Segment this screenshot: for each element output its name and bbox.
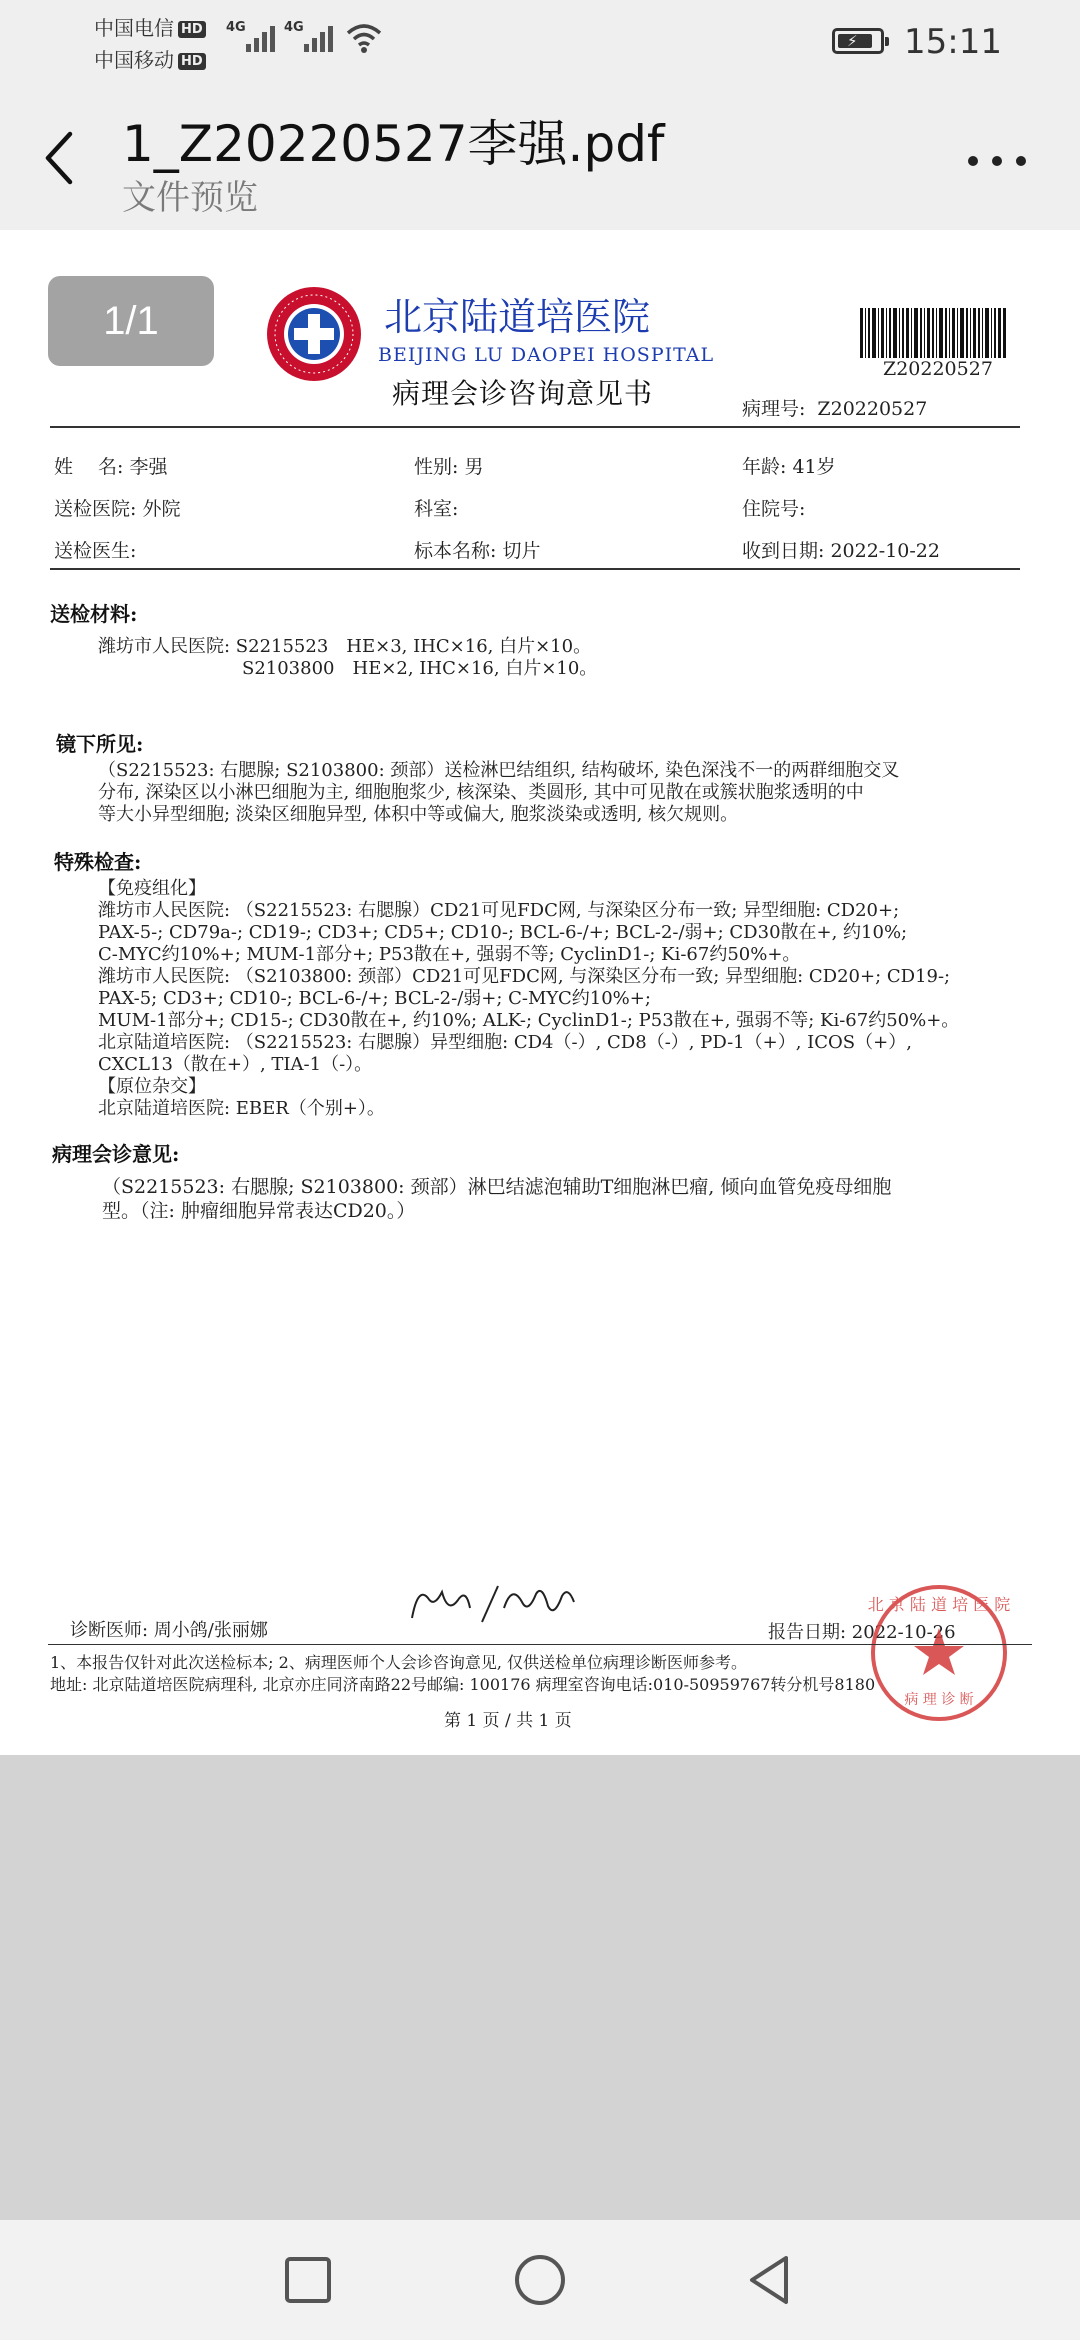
carrier-2: 中国移动 HD [94, 44, 206, 73]
pdf-page[interactable] [0, 230, 1080, 1755]
hd-badge: HD [178, 53, 206, 70]
opinion-heading: 病理会诊意见: [52, 1142, 180, 1166]
materials-line: S2103800 HE×2, IHC×16, 白片×10。 [98, 658, 598, 679]
microscopy-heading: 镜下所见: [56, 732, 144, 756]
barcode-icon [860, 308, 1006, 358]
department: 科室: [414, 498, 459, 520]
microscopy-line: 等大小异型细胞; 淡染区细胞异型, 体积中等或偏大, 胞浆淡染或透明, 核欠规则。 [98, 804, 739, 825]
divider [50, 426, 1020, 428]
microscopy-line: 分布, 深染区以小淋巴细胞为主, 细胞胞浆少, 核深染、类圆形, 其中可见散在或簇状胞浆透明的中 [98, 782, 864, 803]
ish-line: 北京陆道培医院: EBER（个别+）。 [98, 1098, 385, 1119]
report-title: 病理会诊咨询意见书 [392, 377, 654, 410]
home-circle-icon[interactable] [510, 2250, 570, 2310]
received-date: 收到日期: 2022-10-22 [742, 540, 940, 562]
file-preview-label: 文件预览 [122, 178, 258, 218]
ihc-line: MUM-1部分+; CD15-; CD30散在+, 约10%; ALK-; CyclinD1-; P53散在+, 强弱不等; Ki-67约50%+。 [98, 1010, 960, 1031]
patient-gender: 性别: 男 [414, 456, 484, 478]
sender-hospital: 送检医院: 外院 [54, 498, 181, 520]
app-header [0, 80, 1080, 230]
diagnosing-doctors: 诊断医师: 周小鸽/张丽娜 [70, 1620, 268, 1641]
page-indicator: 1/1 [48, 276, 214, 366]
sender-doctor: 送检医生: [54, 540, 137, 562]
ihc-line: 潍坊市人民医院: （S2103800: 颈部）CD21可见FDC网, 与深染区分布一致; 异型细胞: CD20+; CD19-; [98, 966, 951, 987]
hd-badge: HD [178, 21, 206, 38]
materials-heading: 送检材料: [50, 602, 138, 626]
inpatient-number: 住院号: [742, 498, 806, 520]
hospital-logo-icon [266, 286, 362, 382]
carrier-1: 中国电信 HD [94, 12, 206, 41]
battery-icon: ⚡ [832, 28, 884, 54]
ihc-line: CXCL13（散在+）, TIA-1（-）。 [98, 1054, 373, 1075]
ihc-line: C-MYC约10%+; MUM-1部分+; P53散在+, 强弱不等; CyclinD1-; Ki-67约50%+。 [98, 944, 801, 965]
opinion-line: （S2215523: 右腮腺; S2103800: 颈部）淋巴结滤泡辅助T细胞淋巴瘤, 倾向血管免疫母细胞 [102, 1176, 892, 1198]
hospital-name-cn: 北京陆道培医院 [384, 295, 651, 339]
svg-text:病 理 诊 断: 病 理 诊 断 [904, 1692, 974, 1708]
page-footer: 第 1 页 / 共 1 页 [444, 1711, 572, 1731]
divider [50, 568, 1020, 570]
case-number: 病理号: Z20220527 [742, 398, 928, 420]
more-options-icon[interactable] [960, 150, 1040, 174]
hospital-name-en: BEIJING LU DAOPEI HOSPITAL [378, 344, 715, 366]
back-triangle-icon[interactable] [740, 2250, 800, 2310]
patient-name: 姓 名: 李强 [54, 456, 168, 478]
ihc-line: 潍坊市人民医院: （S2215523: 右腮腺）CD21可见FDC网, 与深染区分布一致; 异型细胞: CD20+; [98, 900, 900, 921]
ihc-line: PAX-5-; CD79a-; CD19-; CD3+; CD5+; CD10-; BCL-6-/+; BCL-2-/弱+; CD30散在+, 约10%; [98, 922, 908, 943]
ihc-label: 【免疫组化】 [98, 878, 206, 899]
back-arrow-icon[interactable] [40, 128, 80, 188]
hospital-address: 地址: 北京陆道培医院病理科, 北京亦庄同济南路22号邮编: 100176 病理室咨询电话:010-50959767转分机号8180 [50, 1675, 876, 1694]
materials-line: 潍坊市人民医院: S2215523 HE×3, IHC×16, 白片×10。 [98, 636, 592, 657]
hospital-seal-icon [866, 1580, 1012, 1726]
disclaimer-note: 1、本报告仅针对此次送检标本; 2、病理医师个人会诊咨询意见, 仅供送检单位病理诊断医师参考。 [50, 1653, 748, 1672]
opinion-line: 型。（注: 肿瘤细胞异常表达CD20。） [102, 1200, 416, 1222]
ihc-line: 北京陆道培医院: （S2215523: 右腮腺）异型细胞: CD4（-）, CD8（-）, PD-1（+）, ICOS（+）, [98, 1032, 912, 1053]
microscopy-line: （S2215523: 右腮腺; S2103800: 颈部）送检淋巴结组织, 结构破坏, 染色深浅不一的两群细胞交叉 [98, 760, 900, 781]
recents-square-icon[interactable] [278, 2250, 338, 2310]
specimen-name: 标本名称: 切片 [414, 540, 541, 562]
wifi-icon [346, 22, 382, 54]
ish-label: 【原位杂交】 [98, 1076, 206, 1097]
report-date: 报告日期: 2022-10-26 [768, 1622, 956, 1643]
status-bar: 中国电信 HD 中国移动 HD 4G 4G ⚡ 15:11 [0, 0, 1080, 80]
divider [48, 1644, 1032, 1645]
system-nav-bar [0, 2220, 1080, 2340]
barcode-text: Z20220527 [883, 358, 993, 380]
svg-text:北 京 陆 道 培 医 院: 北 京 陆 道 培 医 院 [867, 1595, 1011, 1614]
special-exam-heading: 特殊检查: [54, 850, 142, 874]
clock: 15:11 [904, 22, 1002, 62]
ihc-line: PAX-5; CD3+; CD10-; BCL-6-/+; BCL-2-/弱+; C-MYC约10%+; [98, 988, 651, 1009]
file-title: 1_Z20220527李强.pdf [122, 115, 665, 173]
patient-age: 年龄: 41岁 [742, 456, 836, 478]
signature-icon [408, 1578, 578, 1634]
